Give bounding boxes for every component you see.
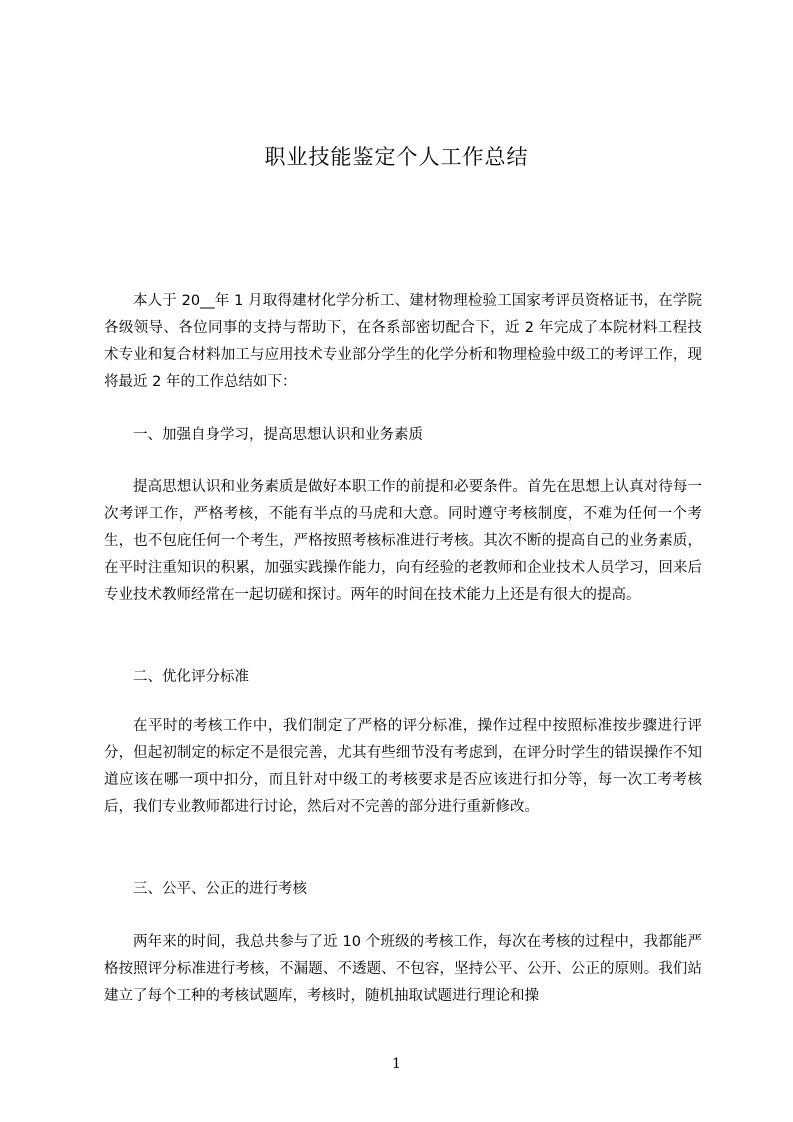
section-3-heading: 三、公平、公正的进行考核 (133, 881, 307, 897)
section-2-paragraph: 在平时的考核工作中，我们制定了严格的评分标准，操作过程中按照标准按步骤进行评分，但起初制定的标定不是很完善，尤其有些细节没有考虑到，在评分时学生的错误操作不知道应该在哪一项中扣分，而且针对中级工的考核要求是否应该进行扣分等，每一次工考考核后，我们专业教师都进行讨论，然后对不完善的部分进行重新修改。 (104, 718, 702, 815)
section-3-paragraph: 两年来的时间，我总共参与了近 10 个班级的考核工作，每次在考核的过程中，我都能严格按照评分标准进行考核，不漏题、不透题、不包容，坚持公平、公开、公正的原则。我们站建立了每个工种的考核试题库，考核时，随机抽取试题进行理论和操 (104, 934, 702, 1004)
section-1-heading: 一、加强自身学习，提高思想认识和业务素质 (133, 427, 423, 443)
intro-paragraph: 本人于 20__年 1 月取得建材化学分析工、建材物理检验工国家考评员资格证书，在学院各级领导、各位同事的支持与帮助下，在各系部密切配合下，近 2 年完成了本院材料工程技术专业和复合材料加工与应用技术专业部分学生的化学分析和物理检验中级工的考评工作，现将最近 2 年的工作总结如下： (104, 293, 702, 390)
section-2-heading: 二、优化评分标准 (133, 669, 249, 685)
document-title: 职业技能鉴定个人工作总结 (264, 145, 529, 169)
page-number: 1 (392, 1056, 401, 1072)
section-1-paragraph: 提高思想认识和业务素质是做好本职工作的前提和必要条件。首先在思想上认真对待每一次考评工作，严格考核，不能有半点的马虎和大意。同时遵守考核制度，不难为任何一个考生，也不包庇任何一个考生，严格按照考核标准进行考核。其次不断的提高自己的业务素质，在平时注重知识的积累，加强实践操作能力，向有经验的老教师和企业技术人员学习，回来后专业技术教师经常在一起切磋和探讨。两年的时间在技术能力上还是有很大的提高。 (104, 479, 702, 603)
